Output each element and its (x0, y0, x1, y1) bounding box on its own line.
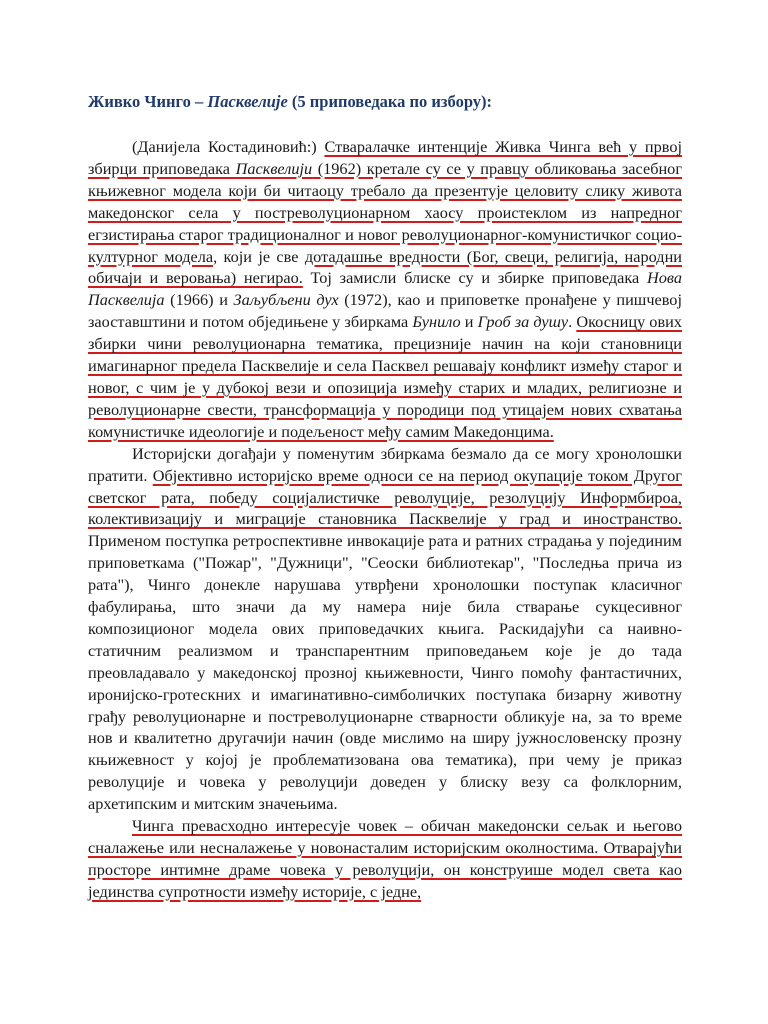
heading-subtitle: (5 приповедака по избору): (287, 92, 493, 111)
underlined-text: Стваралачке интенције Живка Чинга већ у првој збирци приповедака (88, 137, 683, 178)
heading-author: Живко Чинго – (88, 92, 208, 111)
heading-book-title: Пасквелије (207, 92, 288, 111)
book-title: Заљубљени дух (233, 290, 339, 310)
plain-text: (1966) и (164, 290, 234, 310)
paragraph-1 (88, 136, 682, 443)
document-body (88, 136, 682, 903)
plain-text: Тој замисли блиске су и збирке приповедака (302, 268, 647, 288)
plain-text: . (568, 312, 577, 332)
underlined-text: Окосницу ових (576, 312, 682, 332)
underlined-text: дотадашње вредности (Бог, свеци, религија, народни обичаји и веровања) негирао. (88, 246, 682, 288)
plain-text: Историјски догађаји у поменутим збиркама безмало да се могу хронолошки пратити. (88, 443, 682, 485)
citation-author: (Данијела Костадиновић:) (132, 137, 325, 156)
plain-text: (1972), као и приповетке пронађене у пишчевој заоставштини и потом обједињене у збиркама (88, 290, 682, 332)
plain-text: и (460, 312, 478, 332)
book-title: Нова Пасквелија (88, 268, 682, 310)
underlined-text: збирки чини револуционарна тематика, прецизније начин на који становници имагинарног предела Пасквелије и села Пасквел решавају конфликт између старог и новог, с чим је у дубокој вези и опозиција између старих и младих, религиозне и револуционарне свести, трансформација у породици под утицајем нових схватања комунистичке идеологије и подељеност међу самим Македонцима. (88, 334, 682, 441)
book-title: Пасквелији (235, 158, 313, 178)
plain-text: Применом поступка ретроспективне инвокације рата и ратних страдања у појединим приповеткама ("Пожар", "Дужници", "Сеоски библиотекар", "Последња прича из рата"), Чинго донекле нарушава утврђени хронолошки поступак класичног фабулирања, што значи да му намера није била стварање сукцесивног композиционог модела ових приповедачких књига. Раскидајући са наивно-статичним реализмом и транспарентним приповедањем које је до тада преовладавало у македонској прозној књижевности, Чинго помоћу фантастичних, иронијско-гротескних и имагинативно-симболичких поступака бизарну животну грађу револуционарне и постреволуционарне стварности обликује на, за то време нов и квалитетно другачији начин (овде мислимо на ширу јужнословенску прозну књижевност у којој је проблематизована ова тематика), при чему је приказ револуције и човека у револуцији доведен у блиску везу са фолклорним, архетипским и митским значењима. (88, 531, 682, 814)
book-title: Бунило (412, 312, 461, 332)
underlined-text: (1962) кретале су се у правцу обликовања засебног књижевног модела који би читаоцу требало да презентује целовиту слику живота македонског села у постреволуционарном хаосу проистеклом из напредног егзистирања старог традиционалног и новог револуционарног-комунистичког социо-културног модела (88, 158, 683, 266)
underlined-text: Чинга превасходно интересује човек – обичан македонски сељак и његово сналажење или несналажење у новонасталим историјским околностима. Отварајући просторе интимне драме човека у револуцији, он конструише модел света као јединства супротности између историје, с једне, (88, 816, 682, 901)
paragraph-2 (88, 443, 682, 815)
document-heading (88, 90, 682, 114)
paragraph-3 (88, 815, 682, 903)
underlined-text: Објективно историјско време односи се на период окупације током Другог светског рата, победу социјалистичке револуције, резолуцију Информбироа, колективизацију и миграције становника Пасквелије у град и иностранство. (88, 465, 682, 529)
plain-text: , који је све (213, 246, 305, 266)
book-title: Гроб за душу (477, 312, 569, 332)
